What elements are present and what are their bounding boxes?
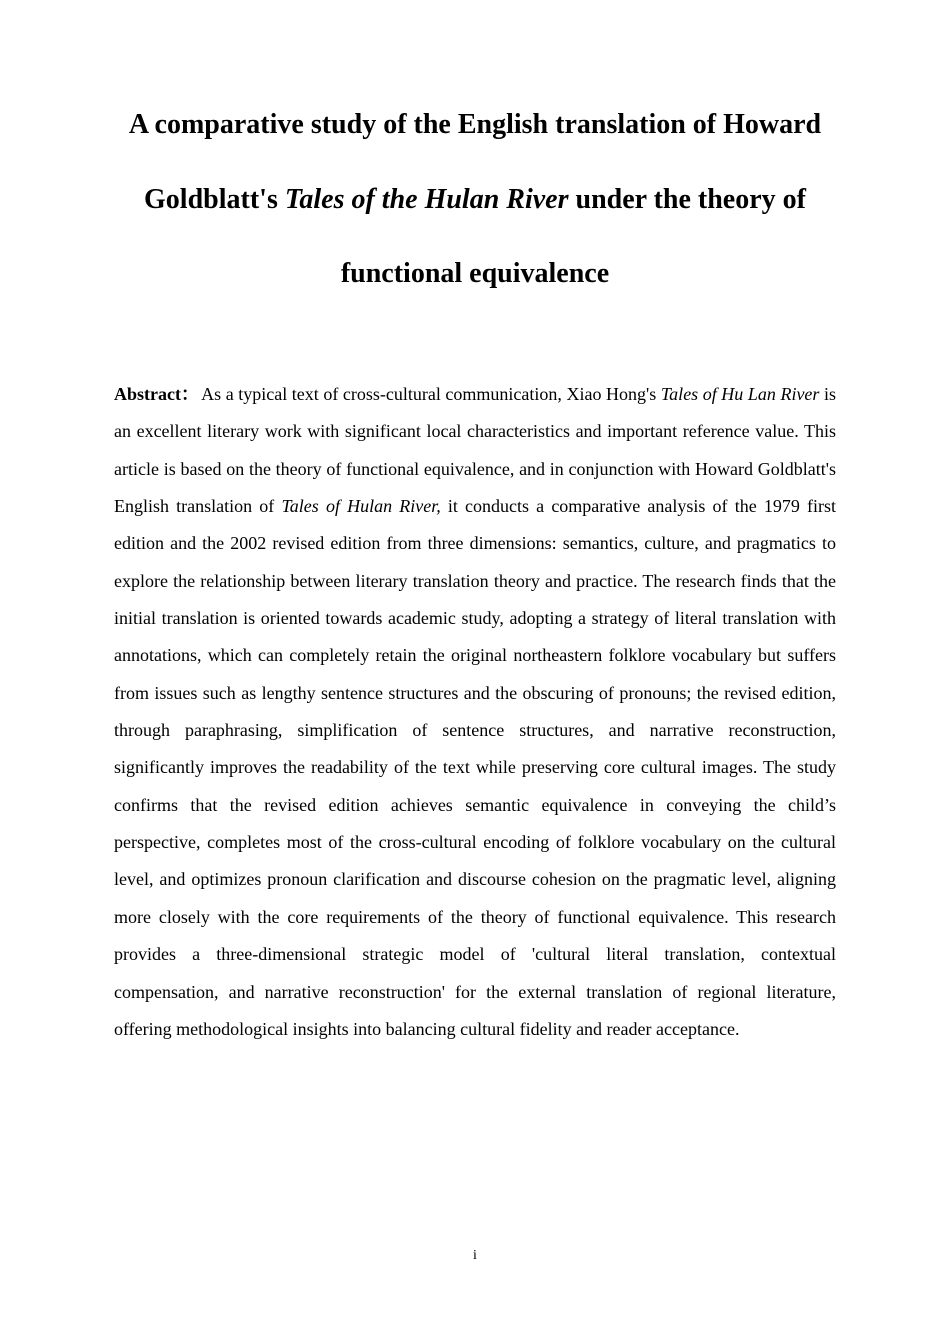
title-text-part2: under the theory of functional equivalence bbox=[340, 183, 806, 289]
abstract-text-2: is an excellent literary work with significant local characteristics and important reference value. This article is based on the theory of functional equivalence, and in conjunction with Howard Goldblatt's English translation of bbox=[114, 384, 837, 517]
title-book-name: Tales of the Hulan River bbox=[284, 183, 569, 215]
abstract-text-3: it conducts a comparative analysis of the 1979 first edition and the 2002 revised edition from three dimensions: semantics, culture, and pragmatics to explore the relationship between literary translation theory and practice. The research finds that the initial translation is oriented towards academic study, adopting a strategy of literal translation with annotations, which can completely retain the original northeastern folklore vocabulary but suffers from issues such as lengthy sentence structures and the obscuring of pronouns; the revised edition, through paraphrasing, simplification of sentence structures, and narrative reconstruction, significantly improves the readability of the text while preserving core cultural images. The study confirms that the revised edition achieves semantic equivalence in conveying the child’s perspective, completes most of the cross-cultural encoding of folklore vocabulary on the cultural level, and optimizes pronoun clarification and discourse cohesion on the pragmatic level, aligning more closely with the core requirements of the theory of functional equivalence. This research provides a three-dimensional strategic model of 'cultural literal translation, contextual compensation, and narrative reconstruction' for the external translation of regional literature, offering methodological insights into balancing cultural fidelity and reader acceptance. bbox=[114, 496, 836, 1039]
abstract-book-name-2: Tales of Hulan River, bbox=[281, 496, 441, 517]
abstract-text-1: As a typical text of cross-cultural communication, Xiao Hong's bbox=[201, 384, 661, 404]
abstract-label: Abstract bbox=[114, 384, 181, 404]
paper-title bbox=[110, 88, 840, 312]
abstract-paragraph bbox=[114, 376, 836, 1048]
title-text-part1: A comparative study of the English translation of Howard Goldblatt's bbox=[128, 109, 822, 215]
page-number: i bbox=[473, 1248, 477, 1263]
abstract-colon: ： bbox=[180, 384, 200, 404]
abstract-book-name-1: Tales of Hu Lan River bbox=[660, 384, 820, 404]
